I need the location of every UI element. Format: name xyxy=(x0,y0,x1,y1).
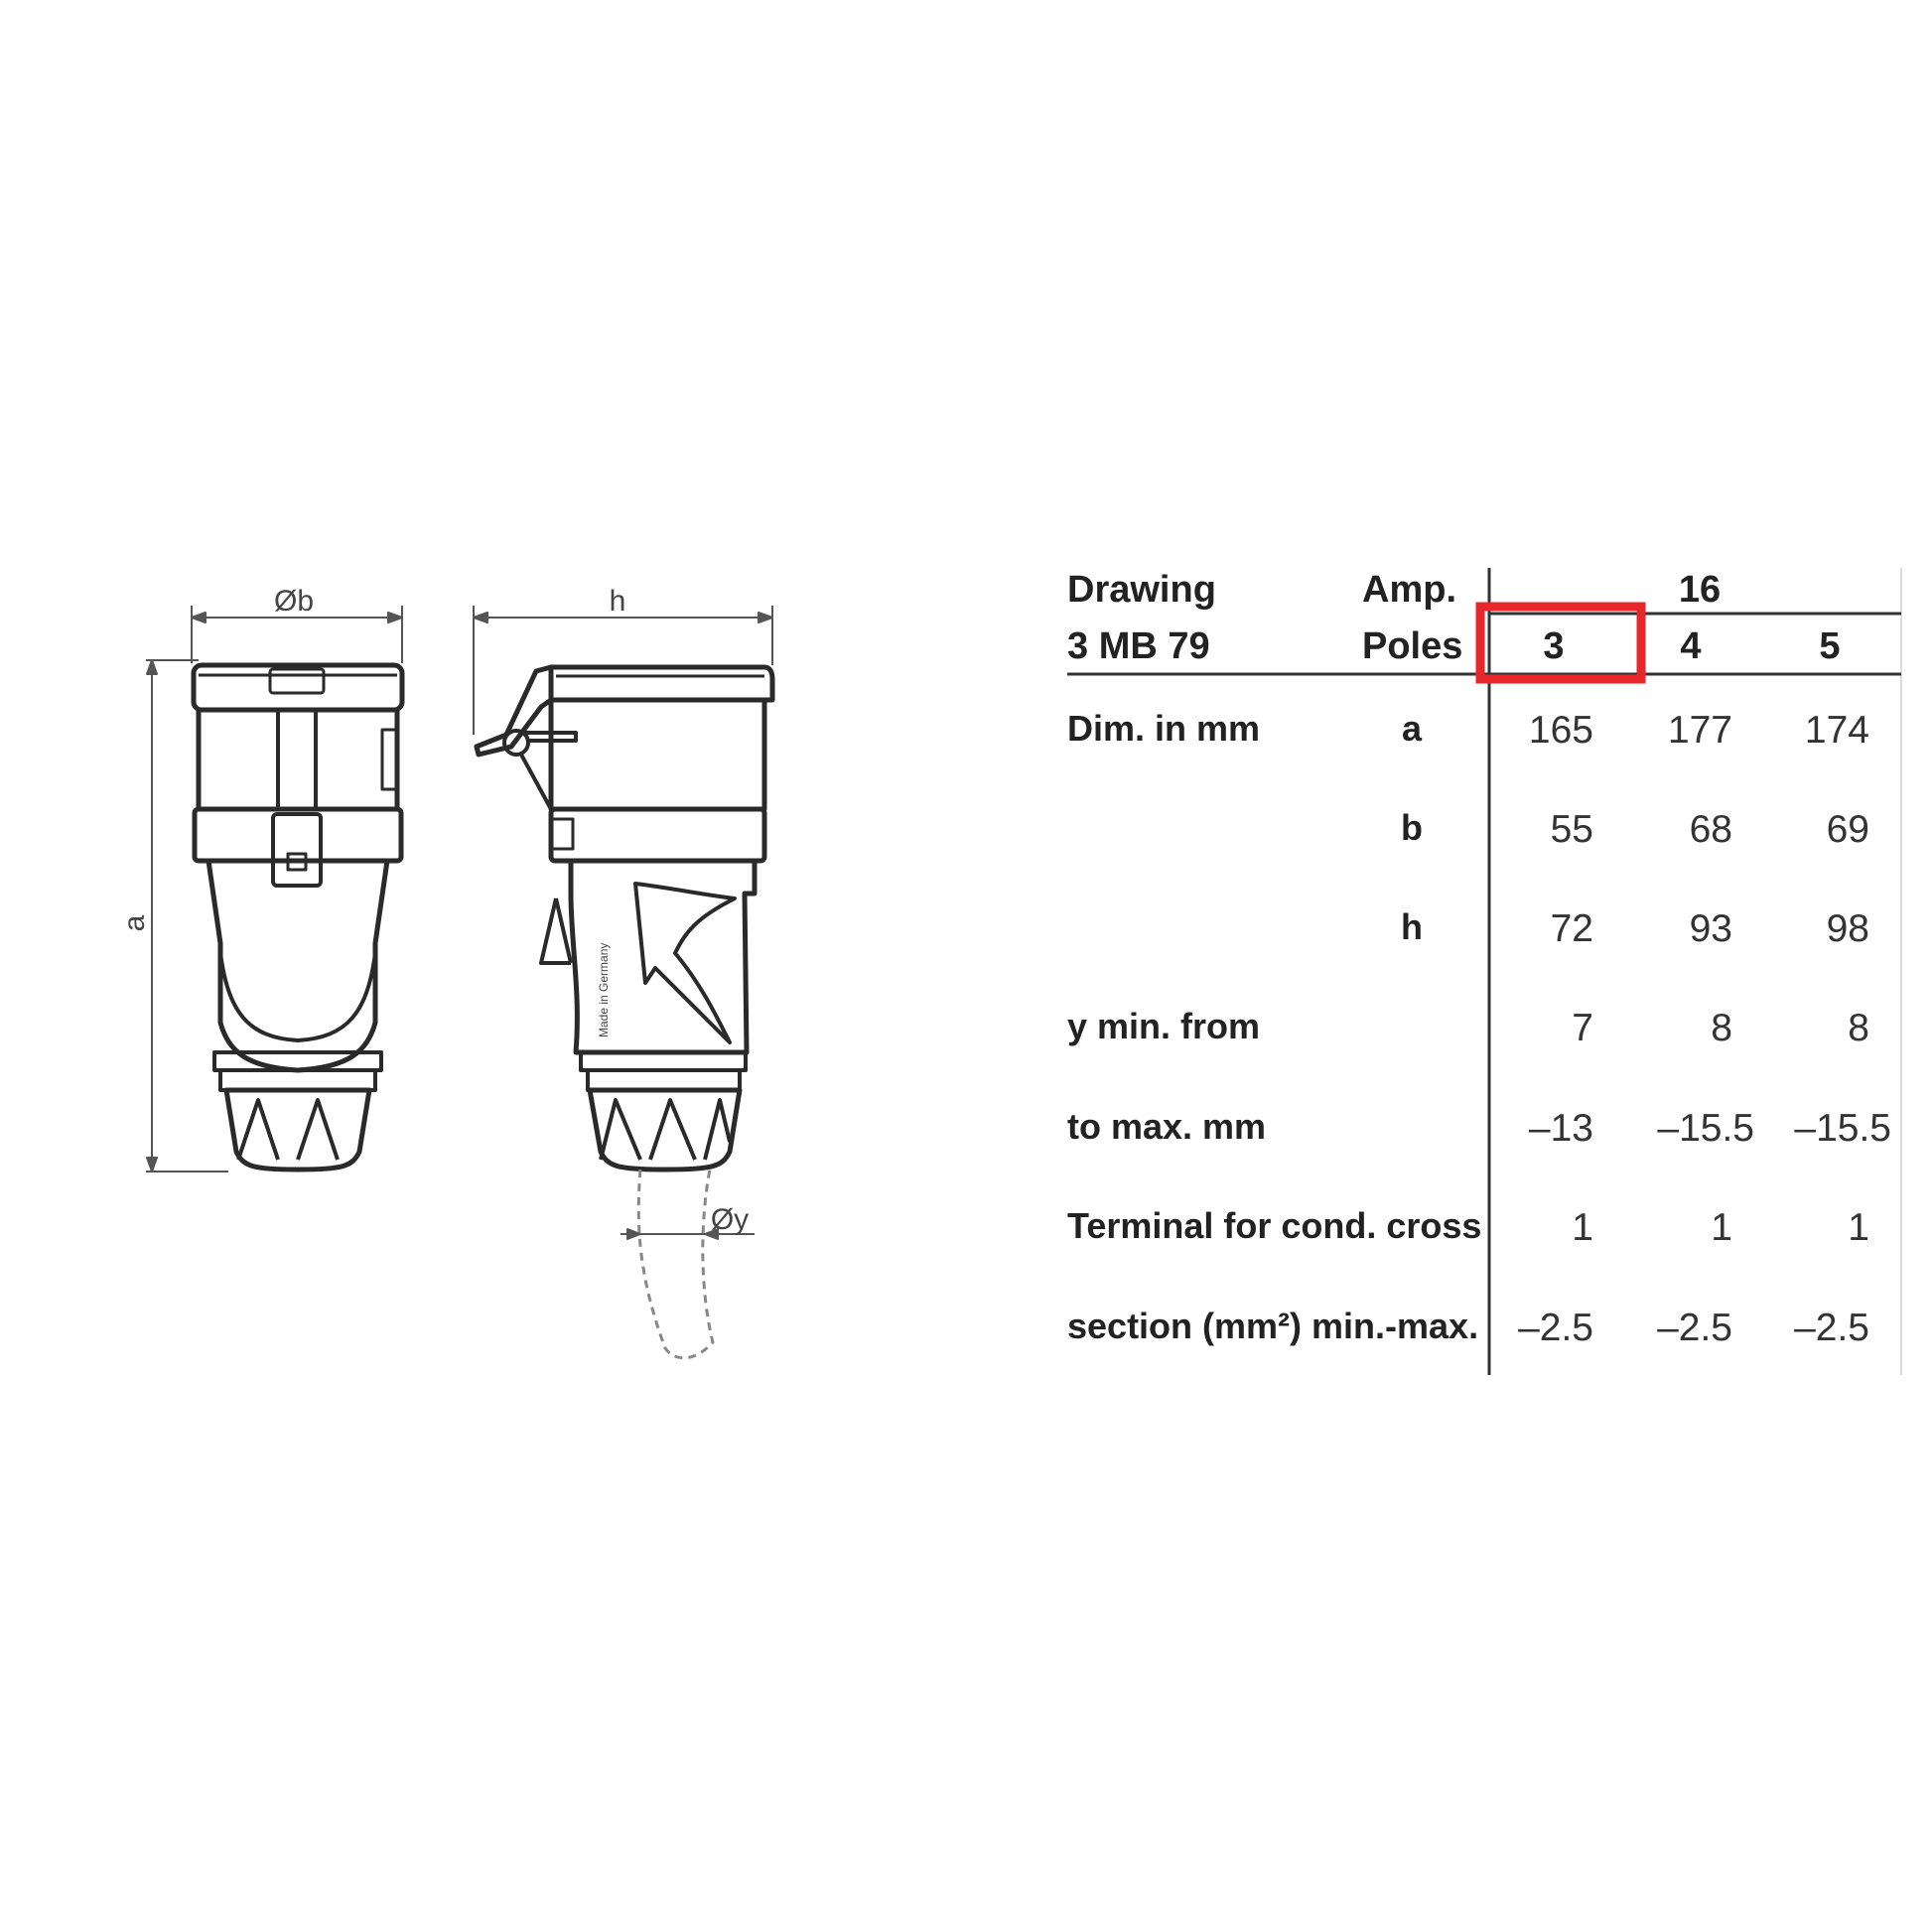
header-poles-5: 5 xyxy=(1819,625,1841,667)
row-key-a: a xyxy=(1401,708,1423,749)
cell-h-4: 93 xyxy=(1689,907,1732,950)
cell-term-min-3: 1 xyxy=(1572,1206,1593,1249)
dim-label-b: Øb xyxy=(273,585,315,618)
row-label-terminal: Terminal for cond. cross xyxy=(1067,1205,1482,1246)
cell-term-max-5: –2.5 xyxy=(1794,1307,1869,1349)
front-view-drawing xyxy=(146,606,402,1172)
cell-b-4: 68 xyxy=(1689,808,1732,851)
row-key-b: b xyxy=(1401,807,1423,848)
cell-a-3: 165 xyxy=(1528,709,1593,752)
product-marking: Made in Germany xyxy=(597,942,611,1037)
cell-ymin-4: 8 xyxy=(1711,1007,1732,1049)
header-amp-label: Amp. xyxy=(1362,569,1456,611)
row-key-h: h xyxy=(1401,906,1423,947)
side-view-drawing xyxy=(474,606,772,1358)
cell-term-min-4: 1 xyxy=(1711,1206,1732,1249)
cell-h-3: 72 xyxy=(1550,907,1593,950)
spec-table xyxy=(1067,568,1901,1375)
cell-ymax-4: –15.5 xyxy=(1657,1107,1754,1150)
header-poles-label: Poles xyxy=(1362,625,1463,667)
cell-ymin-3: 7 xyxy=(1572,1007,1593,1049)
cell-ymax-3: –13 xyxy=(1528,1107,1593,1150)
header-poles-3: 3 xyxy=(1543,625,1565,667)
cell-a-4: 177 xyxy=(1667,709,1732,752)
dim-label-y: Øy xyxy=(710,1203,750,1236)
header-amp-value: 16 xyxy=(1678,569,1722,611)
cell-h-5: 98 xyxy=(1826,907,1869,950)
cell-ymax-5: –15.5 xyxy=(1794,1107,1891,1150)
header-poles-4: 4 xyxy=(1680,625,1702,667)
row-label-y-min: y min. from xyxy=(1067,1006,1261,1046)
cell-b-3: 55 xyxy=(1550,808,1593,851)
cell-ymin-5: 8 xyxy=(1848,1007,1869,1049)
header-drawing: Drawing xyxy=(1067,569,1216,611)
cell-a-5: 174 xyxy=(1804,709,1869,752)
row-label-to-max: to max. mm xyxy=(1067,1106,1267,1147)
row-label-dimensions: Dim. in mm xyxy=(1067,708,1261,749)
cell-b-5: 69 xyxy=(1826,808,1869,851)
dim-label-h: h xyxy=(609,585,626,618)
cell-term-min-5: 1 xyxy=(1848,1206,1869,1249)
dim-label-a: a xyxy=(118,914,151,932)
dimension-h xyxy=(474,606,772,735)
cell-term-max-4: –2.5 xyxy=(1657,1307,1732,1349)
row-label-section: section (mm²) min.-max. xyxy=(1067,1306,1479,1346)
cell-term-max-3: –2.5 xyxy=(1518,1307,1593,1349)
header-drawing-number: 3 MB 79 xyxy=(1067,625,1210,667)
